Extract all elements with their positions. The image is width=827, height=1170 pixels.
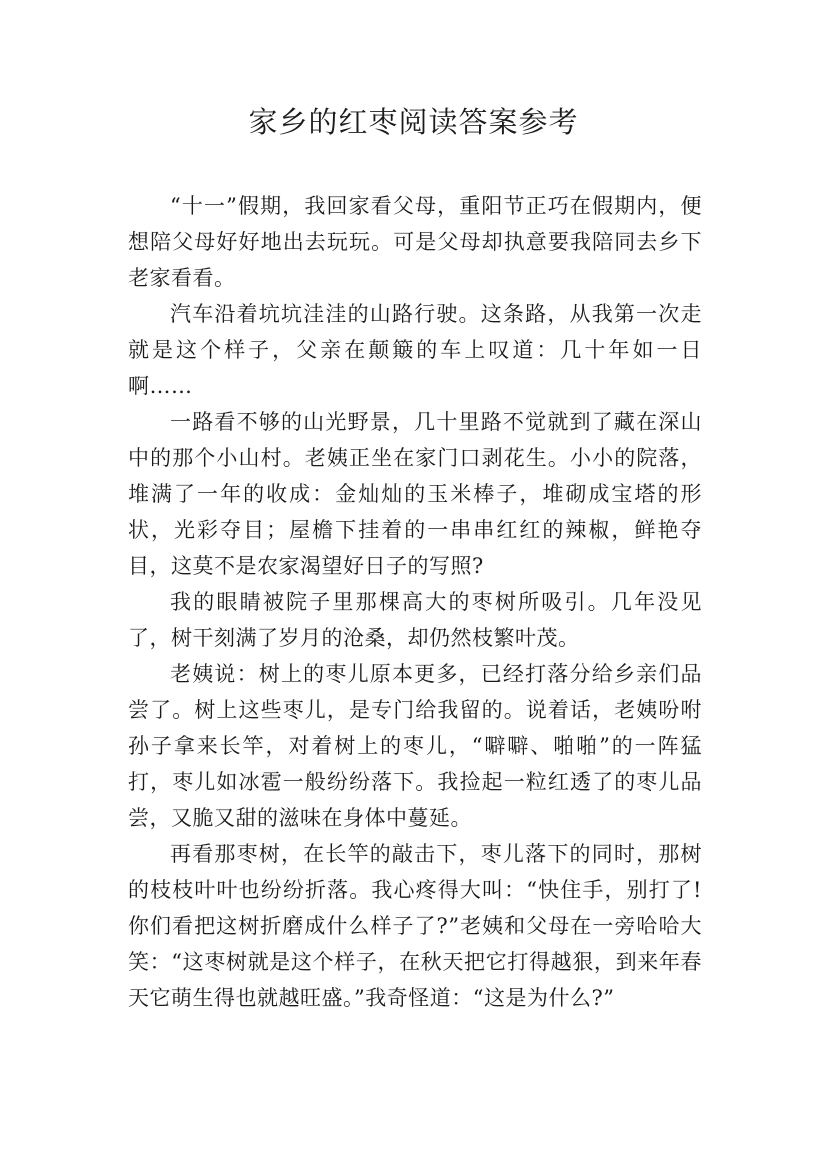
paragraph-4: 我的眼睛被院子里那棵高大的枣树所吸引。几年没见了，树干刻满了岁月的沧桑，却仍然枝繁叶茂。	[128, 590, 702, 650]
document-body	[128, 188, 702, 1016]
paragraph-2: 汽车沿着坑坑洼洼的山路行驶。这条路，从我第一次走就是这个样子，父亲在颠簸的车上叹道：几十年如一日啊……	[128, 302, 702, 398]
paragraph-1: “十一”假期，我回家看父母，重阳节正巧在假期内，便想陪父母好好地出去玩玩。可是父母却执意要我陪同去乡下老家看看。	[128, 194, 702, 290]
document-title: 家乡的红枣阅读答案参考	[248, 105, 579, 139]
paragraph-5: 老姨说：树上的枣儿原本更多，已经打落分给乡亲们品尝了。树上这些枣儿，是专门给我留的。说着话，老姨吩咐孙子拿来长竿，对着树上的枣儿，“噼噼、啪啪”的一阵猛打，枣儿如冰雹一般纷纷落下。我捡起一粒红透了的枣儿品尝，又脆又甜的滋味在身体中蔓延。	[128, 662, 702, 830]
paragraph-3: 一路看不够的山光野景，几十里路不觉就到了藏在深山中的那个小山村。老姨正坐在家门口剥花生。小小的院落，堆满了一年的收成：金灿灿的玉米棒子，堆砌成宝塔的形状，光彩夺目；屋檐下挂着的一串串红红的辣椒，鲜艳夺目，这莫不是农家渴望好日子的写照?	[128, 410, 702, 578]
paragraph-6: 再看那枣树，在长竿的敲击下，枣儿落下的同时，那树的枝枝叶叶也纷纷折落。我心疼得大叫：“快住手，别打了!你们看把这树折磨成什么样子了?”老姨和父母在一旁哈哈大笑：“这枣树就是这个样子，在秋天把它打得越狠，到来年春天它萌生得也就越旺盛。”我奇怪道：“这是为什么?”	[128, 842, 702, 1010]
